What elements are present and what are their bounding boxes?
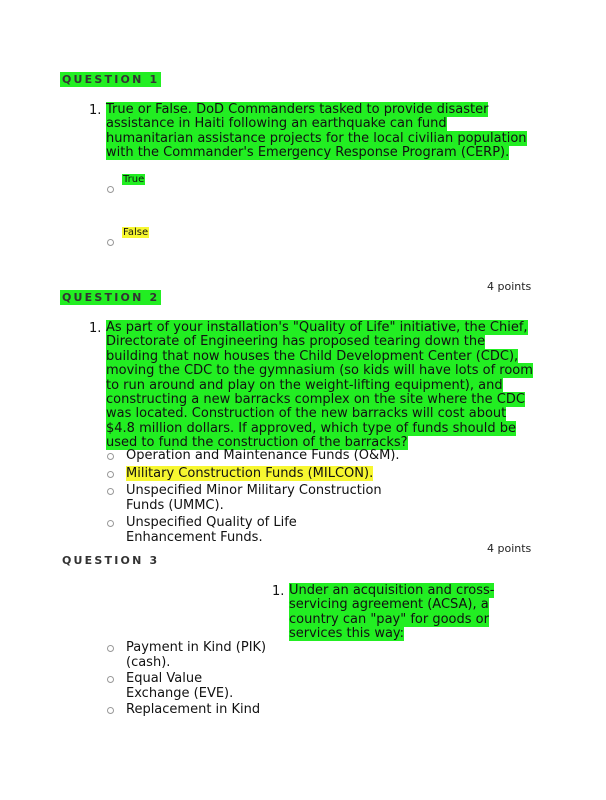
question-3-number: 1. bbox=[272, 584, 285, 599]
option-pik-radio[interactable] bbox=[107, 645, 114, 652]
option-quality-of-life[interactable] bbox=[107, 516, 377, 545]
question-2-heading: QUESTION 2 bbox=[62, 291, 160, 304]
option-om[interactable] bbox=[107, 449, 427, 464]
question-1-number: 1. bbox=[89, 103, 102, 118]
option-pik[interactable] bbox=[107, 641, 267, 670]
option-quality-of-life-radio[interactable] bbox=[107, 520, 114, 527]
option-pik-label: Payment in Kind (PIK) (cash). bbox=[126, 640, 267, 670]
question-3-text-highlight: Under an acquisition and cross-servicing agreement (ACSA), a country can "pay" for goods or services this way: bbox=[289, 583, 495, 642]
option-true-radio[interactable] bbox=[107, 186, 114, 193]
option-ummc-label: Unspecified Minor Military Construction Funds (UMMC). bbox=[126, 483, 382, 513]
option-om-label: Operation and Maintenance Funds (O&M). bbox=[126, 448, 400, 463]
option-quality-of-life-label: Unspecified Quality of Life Enhancement Funds. bbox=[126, 515, 297, 545]
question-3-heading: QUESTION 3 bbox=[62, 554, 160, 567]
question-2-text bbox=[106, 321, 536, 451]
question-2-text-highlight: As part of your installation's "Quality of Life" initiative, the Chief, Directorate of Engineering has proposed tearing down the building that now houses the Child Development Center (CDC), moving the CDC to the gymnasium (so kids will have lots of room to run around and play on the weight-lifting equipment), and constructing a new barracks complex on the site where the CDC was located. Construction of the new barracks will cost about $4.8 million dollars. If approved, which type of funds should be used to fund the construction of the barracks? bbox=[106, 320, 533, 451]
option-om-radio[interactable] bbox=[107, 453, 114, 460]
question-2-number: 1. bbox=[89, 321, 102, 336]
question-3-text bbox=[289, 584, 539, 642]
option-milcon-label: Military Construction Funds (MILCON). bbox=[126, 465, 374, 481]
question-2-options bbox=[107, 449, 427, 545]
option-false-radio[interactable] bbox=[107, 239, 114, 246]
question-1-points: 4 points bbox=[487, 280, 532, 293]
option-ummc[interactable] bbox=[107, 484, 407, 513]
question-2-points: 4 points bbox=[487, 542, 532, 555]
option-replacement-in-kind[interactable] bbox=[107, 703, 277, 718]
option-replacement-in-kind-label: Replacement in Kind bbox=[126, 702, 261, 717]
option-ummc-radio[interactable] bbox=[107, 488, 114, 495]
option-eve-label: Equal Value Exchange (EVE). bbox=[126, 671, 234, 701]
option-replacement-in-kind-radio[interactable] bbox=[107, 707, 114, 714]
option-milcon-radio[interactable] bbox=[107, 471, 114, 478]
option-milcon[interactable] bbox=[107, 467, 427, 482]
option-eve[interactable] bbox=[107, 672, 267, 701]
question-1-text bbox=[106, 103, 531, 161]
option-false-label: False bbox=[123, 227, 149, 238]
option-true-label: True bbox=[123, 174, 145, 185]
option-eve-radio[interactable] bbox=[107, 676, 114, 683]
question-3-options bbox=[107, 641, 277, 718]
question-1-text-highlight: True or False. DoD Commanders tasked to provide disaster assistance in Haiti following an earthquake can fund humanitarian assistance projects for the local civilian population with the Commander's Emergency Response Program (CERP). bbox=[106, 102, 527, 161]
question-1-heading: QUESTION 1 bbox=[62, 73, 160, 86]
